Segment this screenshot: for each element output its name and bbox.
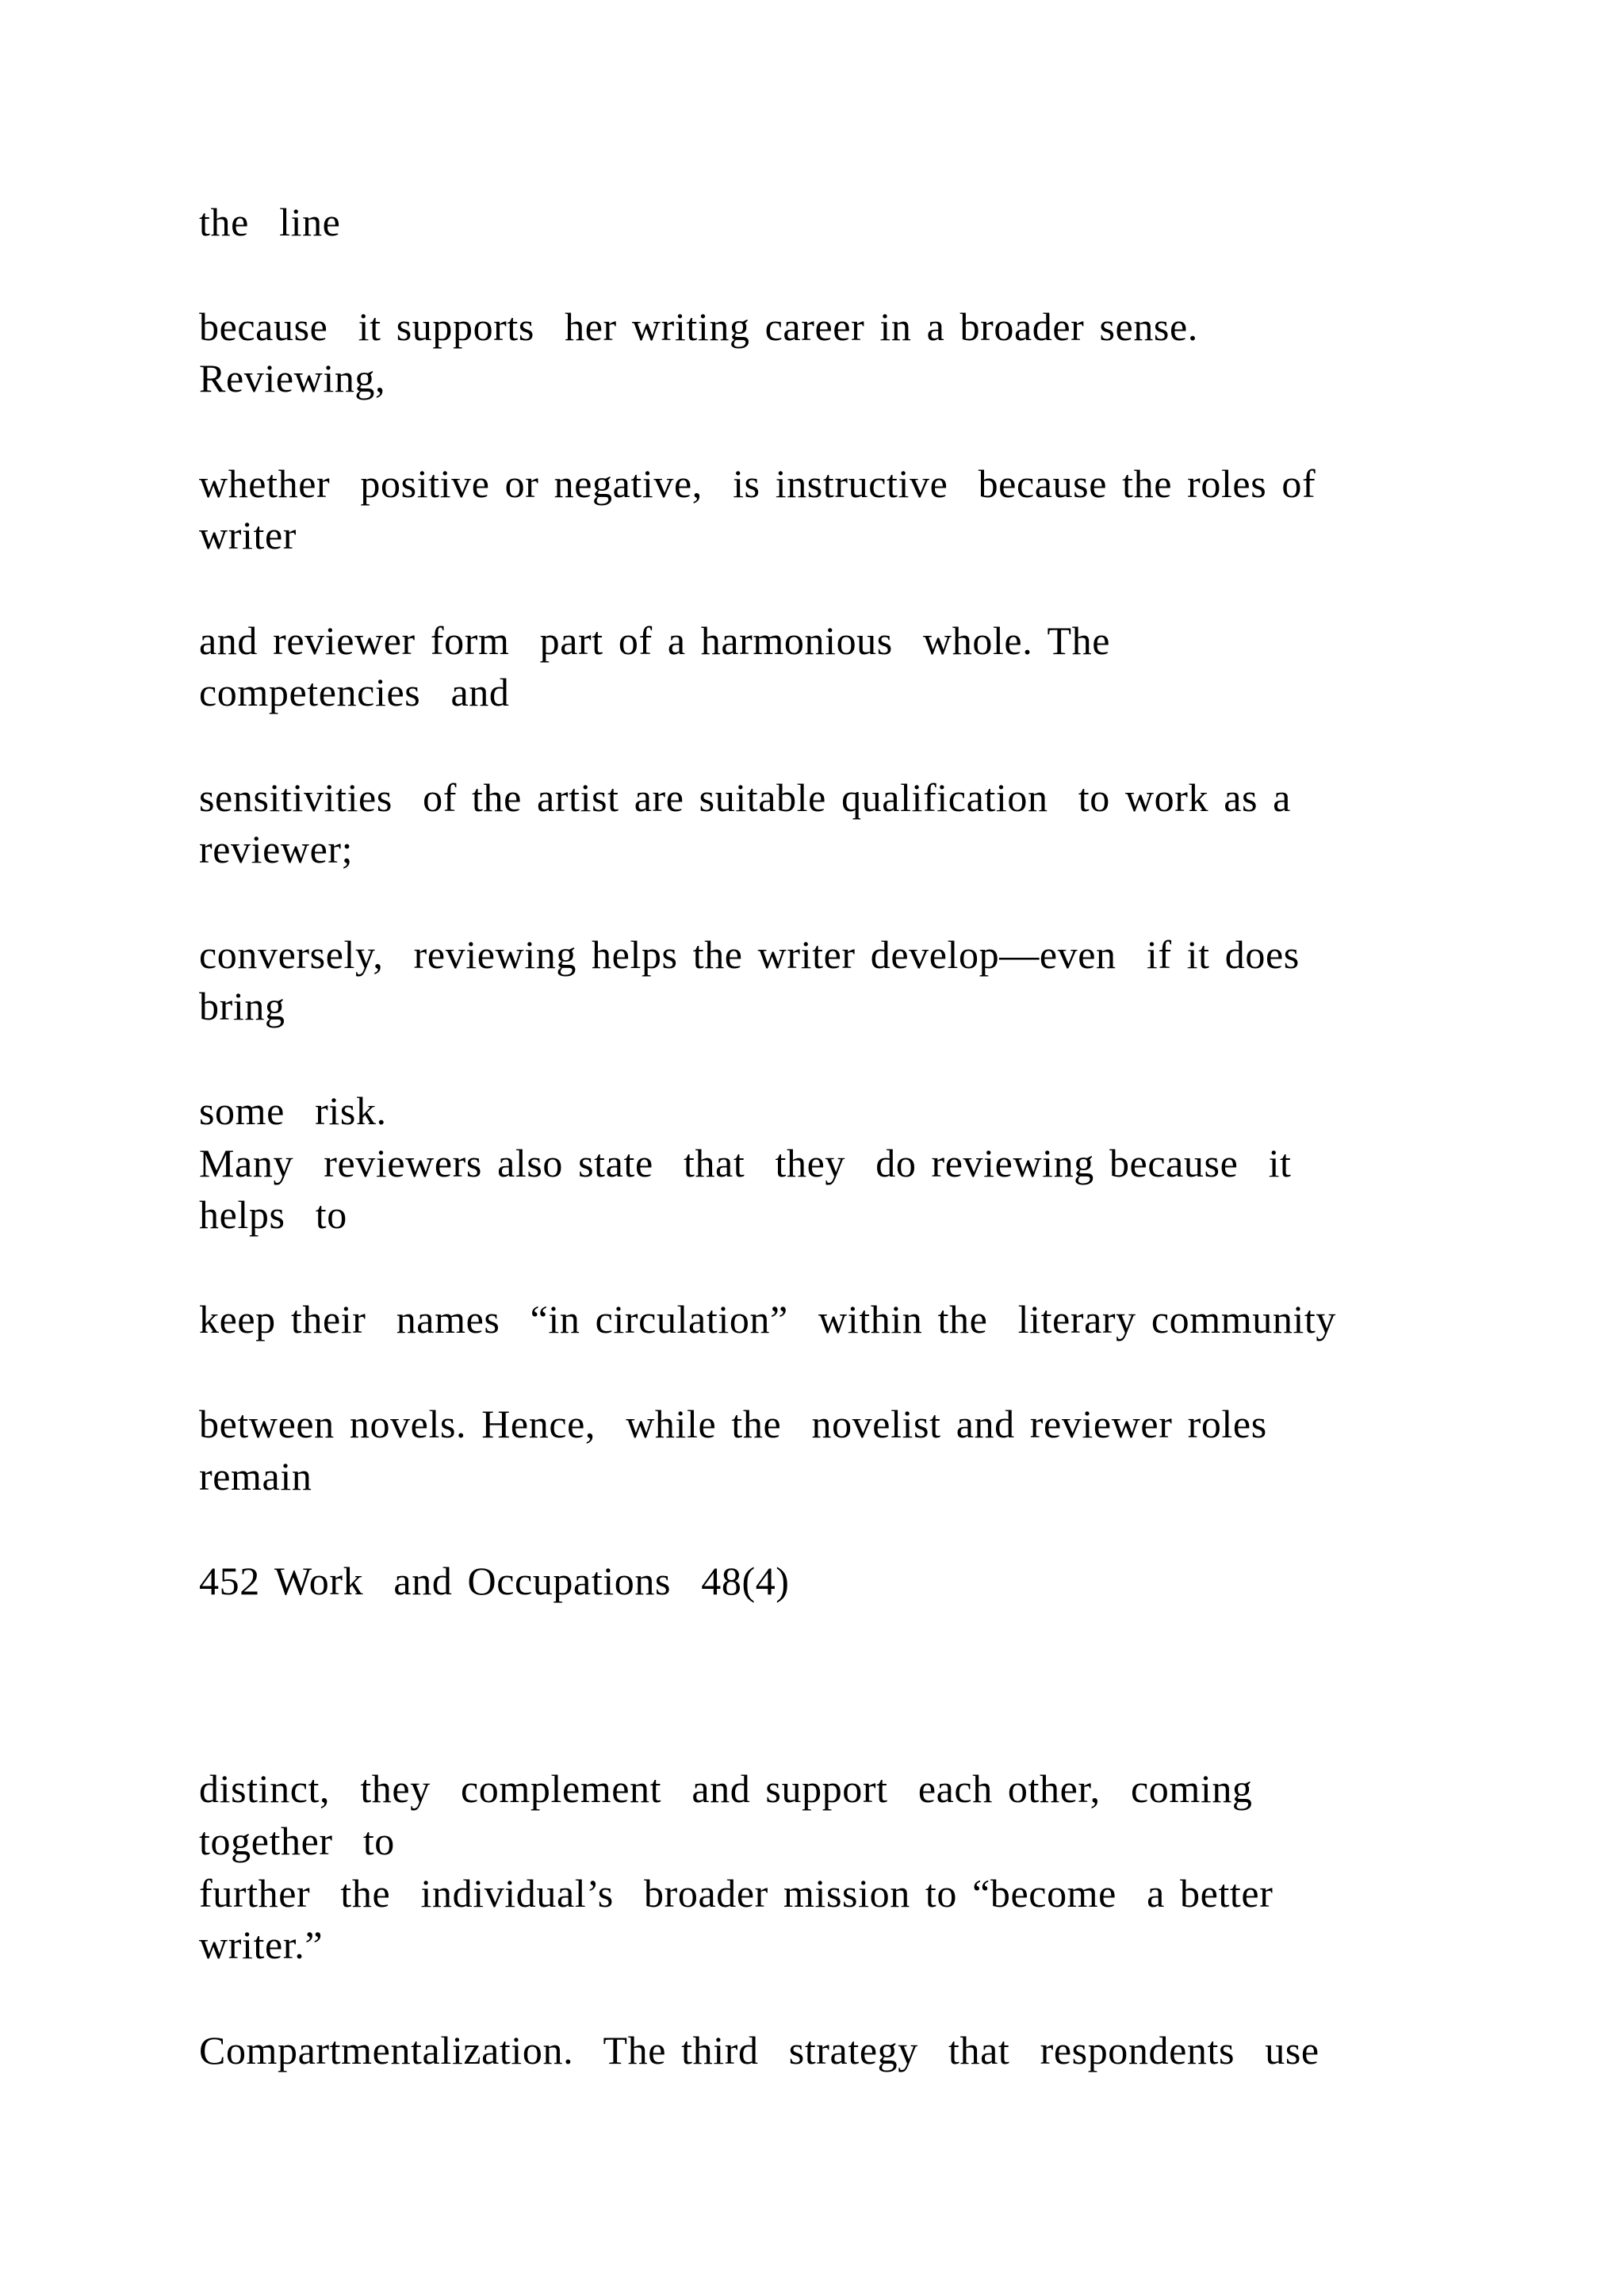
section-lead-line: Compartmentalization. The third strategy that respondents use	[199, 2028, 1320, 2072]
text-line: reviewer;	[199, 827, 354, 871]
text-line: some risk.	[199, 1089, 387, 1133]
text-line: writer.”	[199, 1923, 324, 1967]
text-line: writer	[199, 513, 297, 557]
text-line: sensitivities of the artist are suitable qualification to work as a	[199, 775, 1291, 820]
text-line: Reviewing,	[199, 356, 386, 400]
page-footer: 452 Work and Occupations 48(4)	[199, 1559, 790, 1603]
text-line: conversely, reviewing helps the writer develop—even if it does	[199, 932, 1300, 977]
text-line: and reviewer form part of a harmonious whole. The	[199, 618, 1111, 663]
text-line: Many reviewers also state that they do reviewing because it	[199, 1141, 1292, 1185]
text-line: keep their names “in circulation” within the literary community	[199, 1297, 1337, 1341]
text-line: helps to	[199, 1192, 347, 1237]
text-line: whether positive or negative, is instructive because the roles of	[199, 461, 1316, 506]
text-line: remain	[199, 1454, 312, 1498]
text-line: distinct, they complement and support each other, coming	[199, 1766, 1253, 1811]
text-line: the line	[199, 200, 341, 244]
text-line: competencies and	[199, 670, 510, 714]
text-line: bring	[199, 984, 285, 1028]
text-line: between novels. Hence, while the novelist and reviewer roles	[199, 1402, 1267, 1446]
text-line: further the individual’s broader mission to “become a better	[199, 1871, 1274, 1915]
text-line: together to	[199, 1819, 395, 1863]
text-line: because it supports her writing career in a broader sense.	[199, 304, 1198, 349]
